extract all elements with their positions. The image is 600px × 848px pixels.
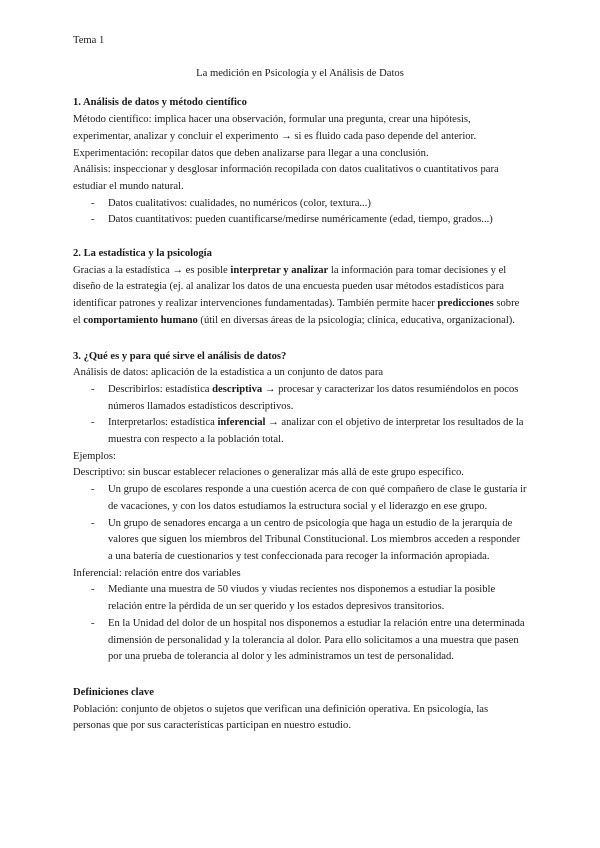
list-item: - Un grupo de senadores encarga a un centro de psicología que haga un estudio de la jerarquía de valores que siguen los miembros del Tribunal Constitucional. Los miembros acceden a responder a una batería de cuestionarios y test confeccionada para recoger la información apropiada.	[73, 516, 527, 566]
list-item: - Datos cualitativos: cualidades, no numéricos (color, textura...)	[73, 196, 527, 213]
section-definiciones-clave	[73, 685, 527, 735]
section-estadistica-psicologia	[73, 246, 527, 330]
section-analisis-datos	[73, 95, 527, 229]
text-run: → procesar y caracterizar los datos resumiéndolos en pocos números llamados estadísticos descriptivos.	[108, 383, 519, 412]
list-item: - En la Unidad del dolor de un hospital nos disponemos a estudiar la relación entre una determinada dimensión de personalidad y la tolerancia al dolor. Para ello solicitamos a una muestra que pasen por una prueba de tolerancia al dolor y les administramos un test de personalidad.	[73, 616, 527, 666]
paragraph-poblacion: Población: conjunto de objetos o sujetos que verifican una definición operativa. En psicología, las personas que por sus características participan en nuestro estudio.	[73, 703, 489, 732]
data-types-list	[73, 196, 527, 229]
bold-term: inferencial	[217, 417, 266, 429]
section-heading: 1. Análisis de datos y método científico	[73, 97, 247, 109]
list-item: - Un grupo de escolares responde a una cuestión acerca de con qué compañero de clase le gustaría ir de vacaciones, y con los datos estudiamos la estructura social y el liderazgo en ese grupo.	[73, 482, 527, 515]
text-run: (útil en diversas áreas de la psicología; clínica, educativa, organizacional).	[197, 314, 515, 326]
text-run: Interpretarlos: estadística	[108, 417, 218, 429]
examples-label: Ejemplos:	[73, 450, 116, 462]
section-heading: 2. La estadística y la psicología	[73, 248, 212, 260]
descriptive-examples-list	[73, 482, 527, 566]
document-title: La medición en Psicología y el Análisis de Datos	[196, 67, 404, 79]
list-item	[73, 382, 527, 415]
paragraph-metodo-cientifico: Método científico: implica hacer una observación, formular una pregunta, crear una hipótesis, experimentar, analizar y concluir el experimento → si es fluido cada paso depende del anterior.	[73, 114, 477, 142]
section-que-es-analisis	[73, 349, 527, 666]
bold-term: comportamiento humano	[83, 314, 198, 326]
list-item	[73, 415, 527, 448]
list-item: - Mediante una muestra de 50 viudos y viudas recientes nos disponemos a estudiar la posible relación entre la pérdida de un ser querido y los estados depresivos transitorios.	[73, 582, 527, 615]
paragraph-experimentacion: Experimentación: recopilar datos que deben analizarse para llegar a una conclusión.	[73, 147, 429, 159]
bold-term: interpretar y analizar	[230, 264, 329, 276]
bold-term: predicciones	[437, 298, 494, 310]
paragraph-estadistica	[73, 263, 527, 330]
paragraph-analisis: Análisis: inspeccionar y desglosar información recopilada con datos cualitativos o cuantitativos para estudiar el mundo natural.	[73, 164, 499, 192]
inferential-label: Inferencial: relación entre dos variables	[73, 567, 241, 579]
text-run: → analizar con el objetivo de interpretar los resultados de la muestra con respecto a la población total.	[108, 417, 524, 446]
text-run: Describirlos: estadística	[108, 383, 213, 395]
section-heading: 3. ¿Qué es y para qué sirve el análisis de datos?	[73, 350, 287, 362]
page-header: Tema 1	[73, 35, 105, 46]
list-item: - Datos cuantitativos: pueden cuantificarse/medirse numéricamente (edad, tiempo, grados...)	[73, 212, 527, 229]
text-run: sobre el	[73, 298, 520, 326]
section-heading: Definiciones clave	[73, 686, 154, 698]
text-run: Gracias a la estadística → es posible	[73, 264, 231, 276]
descriptive-label: Descriptivo: sin buscar establecer relaciones o generalizar más allá de este grupo específico.	[73, 467, 464, 479]
purpose-list	[73, 382, 527, 449]
inferential-examples-list	[73, 582, 527, 666]
paragraph-intro: Análisis de datos: aplicación de la estadística a un conjunto de datos para	[73, 367, 384, 379]
text-run: la información para tomar decisiones y el diseño de la estrategia (ej. al analizar los datos de una encuesta pueden usar métodos estadísticos para identificar patrones y realizar intervenciones fundamentadas). También permite hacer	[73, 264, 507, 310]
bold-term: descriptiva	[212, 383, 263, 395]
